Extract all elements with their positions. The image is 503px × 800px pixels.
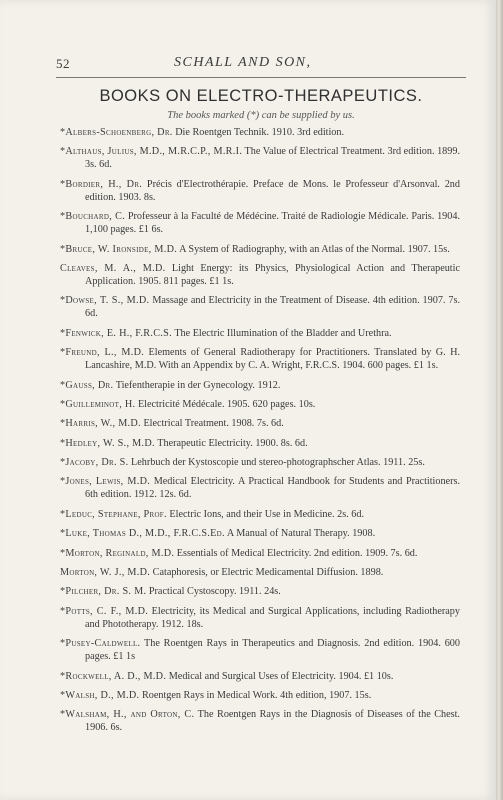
book-author: *Walsham, H., and Orton, C.: [60, 709, 195, 721]
book-entry: [60, 210, 460, 236]
book-author: *Dowse, T. S., M.D.: [60, 295, 150, 307]
book-entry: [60, 379, 460, 392]
running-head: SCHALL AND SON,: [174, 55, 312, 70]
book-details: Medical and Surgical Uses of Electricity. 1904. £1 10s.: [168, 670, 394, 682]
book-author: *Potts, C. F., M.D.: [60, 605, 149, 617]
book-entry: [60, 637, 460, 663]
book-entry: [60, 243, 460, 256]
book-author: *Gauss, Dr.: [60, 379, 114, 391]
book-author: *Althaus, Julius, M.D., M.R.C.P., M.R.I.: [60, 146, 243, 158]
book-details: Light Energy: its Physics, Physiological Action and Therapeutic Application. 1905. 811 pages. £1 1s.: [85, 262, 460, 287]
book-author: Morton, W. J., M.D.: [60, 567, 151, 579]
book-entry: [60, 708, 460, 734]
book-entry: [60, 605, 460, 631]
section-subtitle: The books marked (*) can be supplied by us.: [167, 110, 355, 121]
book-author: Cleaves, M. A., M.D.: [60, 262, 166, 274]
book-author: *Pusey-Caldwell.: [60, 638, 141, 650]
header-rule: [56, 77, 466, 78]
book-author: *Jacoby, Dr. S.: [60, 457, 129, 469]
page-number: 52: [56, 56, 70, 71]
book-details: Electrical Treatment. 1908. 7s. 6d.: [143, 418, 284, 430]
book-details: Roentgen Rays in Medical Work. 4th edition, 1907. 15s.: [141, 689, 372, 701]
book-details: Tiefentherapie in der Gynecology. 1912.: [115, 379, 281, 391]
book-details: Essentials of Medical Electricity. 2nd edition. 1909. 7s. 6d.: [176, 547, 418, 559]
book-list: [60, 126, 460, 741]
book-details: Professeur à la Faculté de Médécine. Traité de Radiologie Médicale. Paris. 1904. 1,100 pages. £1 6s.: [85, 211, 461, 236]
book-details: Elements of General Radiotherapy for Practitioners. Translated by G. H. Lancashire, M.D. With an Appendix by C. A. Wright, F.R.C.S. 1904. 600 pages. £1 1s.: [85, 347, 460, 372]
page-edge: [496, 0, 503, 800]
book-details: The Roentgen Rays in the Diagnosis of Diseases of the Chest. 1906. 6s.: [85, 709, 460, 734]
book-author: *Luke, Thomas D., M.D., F.R.C.S.Ed.: [60, 528, 225, 540]
page-header: [56, 55, 466, 73]
book-details: The Electric Illumination of the Bladder and Urethra.: [174, 327, 392, 339]
book-entry: [60, 398, 460, 411]
book-details: Précis d'Electrothérapie. Preface de Mons. le Professeur d'Arsonval. 2nd edition. 1903. 8s.: [85, 178, 460, 203]
book-entry: [60, 475, 460, 501]
book-details: A System of Radiography, with an Atlas of the Normal. 1907. 15s.: [179, 243, 450, 255]
book-details: Lehrbuch der Kystoscopie und stereo-photographscher Atlas. 1911. 25s.: [131, 457, 425, 469]
book-entry: [60, 417, 460, 430]
book-entry: [60, 547, 460, 560]
book-entry: [60, 689, 460, 702]
book-author: *Morton, Reginald, M.D.: [60, 547, 175, 559]
book-entry: [60, 437, 460, 450]
book-details: The Roentgen Rays in Therapeutics and Diagnosis. 2nd edition. 1904. 600 pages. £1 1s: [85, 638, 460, 663]
book-details: Massage and Electricity in the Treatment of Disease. 4th edition. 1907. 7s. 6d.: [85, 295, 460, 320]
book-entry: [60, 178, 460, 204]
book-details: Die Roentgen Technik. 1910. 3rd edition.: [175, 127, 345, 138]
book-author: *Freund, L., M.D.: [60, 347, 145, 359]
book-author: *Bouchard, C.: [60, 211, 126, 223]
book-author: *Bordier, H., Dr.: [60, 178, 143, 190]
book-entry: [60, 327, 460, 340]
book-entry: [60, 670, 460, 683]
book-entry: [60, 126, 460, 139]
book-entry: [60, 262, 460, 288]
book-author: *Walsh, D., M.D.: [60, 689, 140, 701]
book-author: *Jones, Lewis, M.D.: [60, 476, 151, 488]
book-details: Cataphoresis, or Electric Medicamental Diffusion. 1898.: [152, 567, 384, 579]
book-author: *Rockwell, A. D., M.D.: [60, 670, 167, 682]
book-author: *Guilleminot, H.: [60, 398, 136, 410]
book-details: Practical Cystoscopy. 1911. 24s.: [148, 586, 281, 598]
book-entry: [60, 508, 460, 521]
book-author: *Fenwick, E. H., F.R.C.S.: [60, 327, 172, 339]
book-details: Electricité Médécale. 1905. 620 pages. 10s.: [137, 398, 316, 410]
book-author: *Leduc, Stephane, Prof.: [60, 508, 167, 520]
book-details: A Manual of Natural Therapy. 1908.: [226, 528, 376, 540]
book-entry: [60, 585, 460, 598]
book-details: Medical Electricity. A Practical Handbook for Students and Practitioners. 6th edition. 1912. 12s. 6d.: [85, 476, 460, 501]
book-author: *Hedley, W. S., M.D.: [60, 437, 155, 449]
book-details: Therapeutic Electricity. 1900. 8s. 6d.: [157, 437, 308, 449]
book-details: Electricity, its Medical and Surgical Applications, including Radiotherapy and Phototherapy. 1912. 18s.: [85, 605, 460, 630]
book-author: *Albers-Schoenberg, Dr.: [60, 127, 173, 138]
book-author: *Harris, W., M.D.: [60, 418, 141, 430]
book-entry: [60, 566, 460, 579]
book-entry: [60, 346, 460, 372]
book-author: *Bruce, W. Ironside, M.D.: [60, 243, 178, 255]
book-entry: [60, 527, 460, 540]
book-entry: [60, 145, 460, 171]
book-details: Electric Ions, and their Use in Medicine. 2s. 6d.: [169, 508, 365, 520]
book-entry: [60, 294, 460, 320]
book-author: *Pilcher, Dr. S. M.: [60, 586, 147, 598]
book-details: The Value of Electrical Treatment. 3rd edition. 1899. 3s. 6d.: [85, 146, 460, 171]
book-entry: [60, 456, 460, 469]
section-title: BOOKS ON ELECTRO-THERAPEUTICS.: [99, 87, 423, 105]
